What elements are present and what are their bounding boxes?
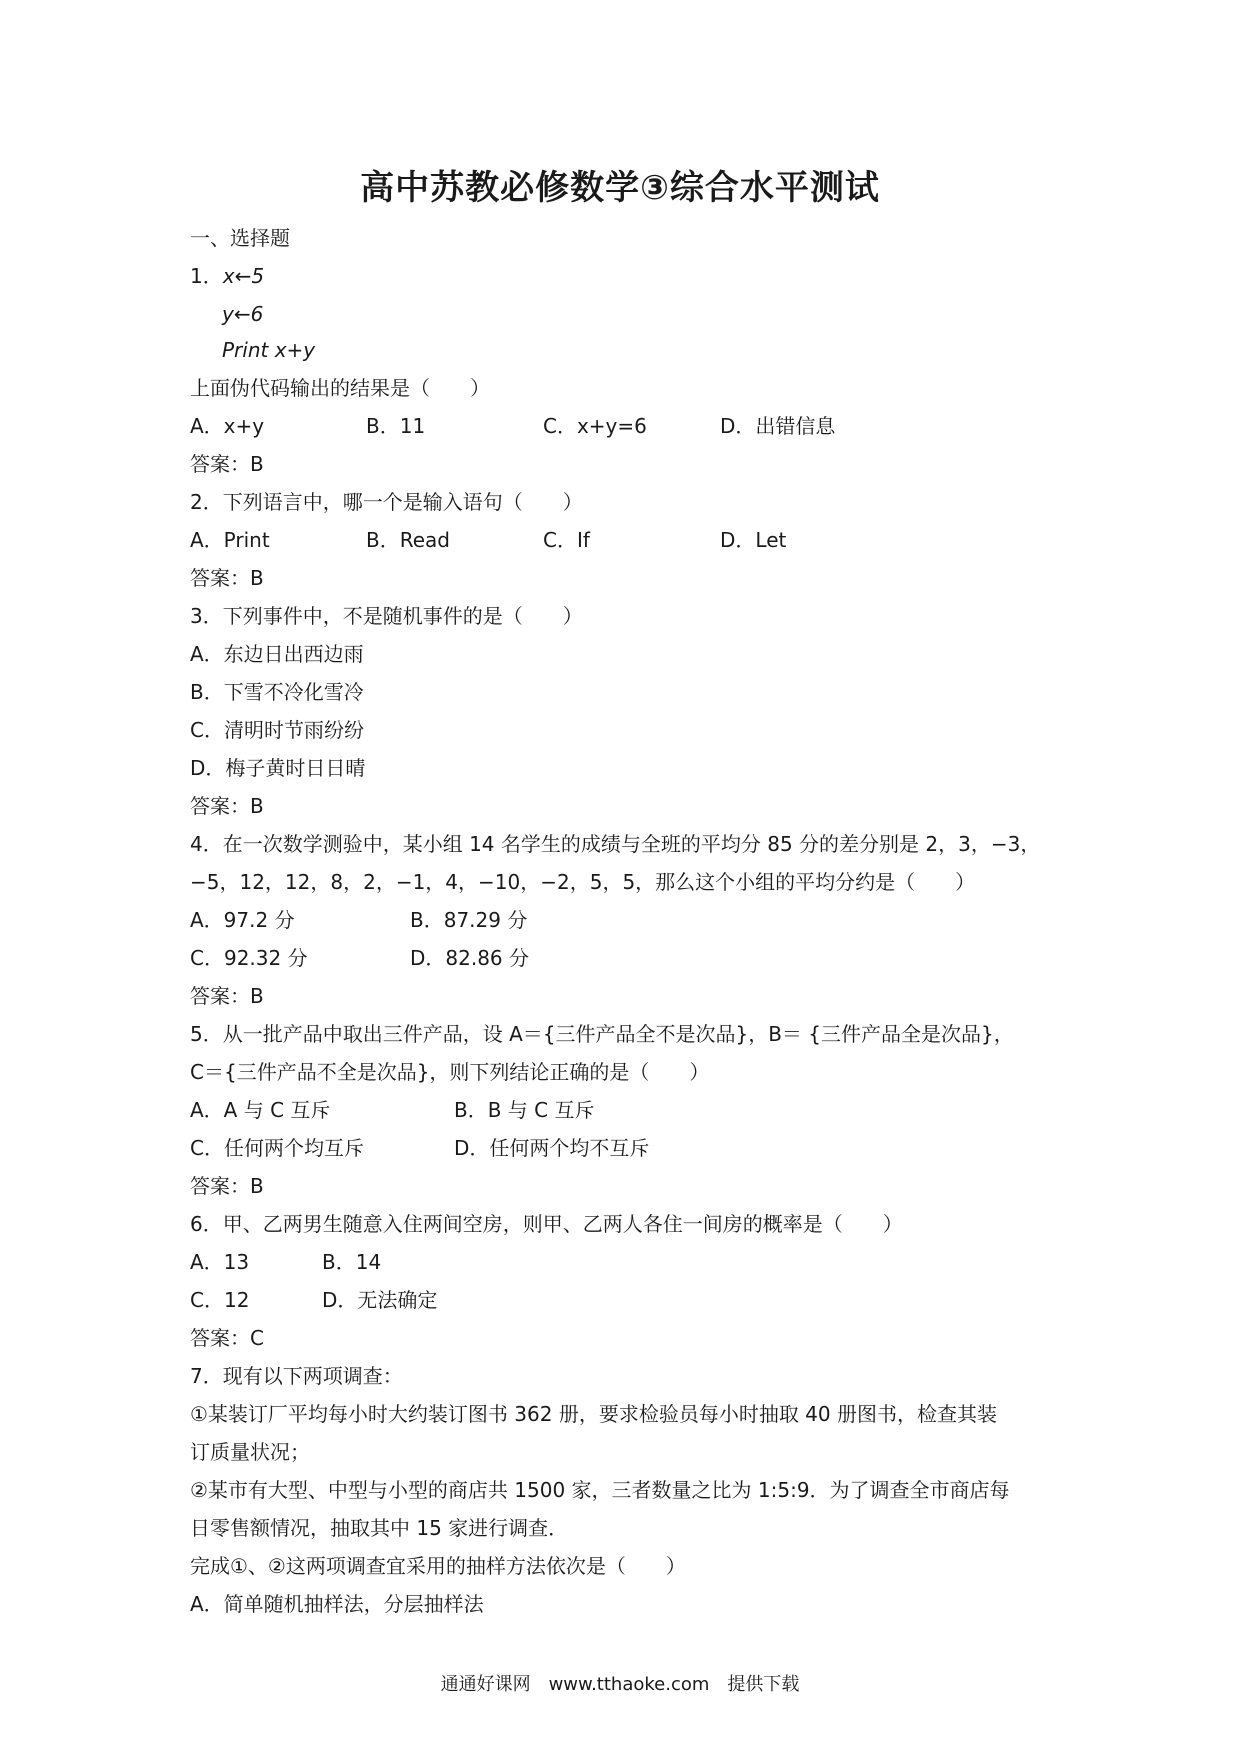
q1-code-line-3: Print x+y xyxy=(222,338,316,362)
q3-option-d: D．梅子黄时日日晴 xyxy=(190,756,366,780)
q5-option-c: C．任何两个均互斥 xyxy=(190,1136,364,1160)
q5-option-b: B．B 与 C 互斥 xyxy=(454,1098,595,1122)
q1-code-text: x←5 xyxy=(222,264,265,288)
q5-answer: 答案：B xyxy=(190,1174,264,1198)
q2-option-b: B．Read xyxy=(366,528,450,552)
q6-option-b: B．14 xyxy=(322,1250,382,1274)
q2-stem: 2．下列语言中，哪一个是输入语句（ ） xyxy=(190,490,583,514)
q7-line-5: 完成①、②这两项调查宜采用的抽样方法依次是（ ） xyxy=(190,1554,686,1578)
section-heading: 一、选择题 xyxy=(190,226,290,250)
q1-answer: 答案：B xyxy=(190,452,264,476)
q3-option-b: B．下雪不冷化雪冷 xyxy=(190,680,364,704)
q7-line-4: 日零售额情况，抽取其中 15 家进行调查． xyxy=(190,1516,569,1540)
q6-option-a: A．13 xyxy=(190,1250,250,1274)
q7-stem: 7．现有以下两项调查： xyxy=(190,1364,403,1388)
q1-stem: 上面伪代码输出的结果是（ ） xyxy=(190,376,490,400)
q3-answer: 答案：B xyxy=(190,794,264,818)
q3-option-c: C．清明时节雨纷纷 xyxy=(190,718,364,742)
q6-stem: 6．甲、乙两男生随意入住两间空房，则甲、乙两人各住一间房的概率是（ ） xyxy=(190,1212,903,1236)
q1-option-a: A．x+y xyxy=(190,414,265,438)
page-title: 高中苏教必修数学③综合水平测试 xyxy=(360,168,880,208)
q7-line-1: ①某装订厂平均每小时大约装订图书 362 册，要求检验员每小时抽取 40 册图书，检查其装 xyxy=(190,1402,997,1426)
q3-stem: 3．下列事件中，不是随机事件的是（ ） xyxy=(190,604,583,628)
q5-stem-line-2: C＝{三件产品不全是次品}，则下列结论正确的是（ ） xyxy=(190,1060,710,1084)
q6-answer: 答案：C xyxy=(190,1326,264,1350)
q5-option-a: A．A 与 C 互斥 xyxy=(190,1098,331,1122)
q7-option-a: A．简单随机抽样法，分层抽样法 xyxy=(190,1592,484,1616)
q6-option-d: D．无法确定 xyxy=(322,1288,438,1312)
q4-option-d: D．82.86 分 xyxy=(410,946,530,970)
q5-option-d: D．任何两个均不互斥 xyxy=(454,1136,650,1160)
q4-option-c: C．92.32 分 xyxy=(190,946,308,970)
q4-option-b: B．87.29 分 xyxy=(410,908,528,932)
q1-code-line-2: y←6 xyxy=(222,302,264,326)
q4-option-a: A．97.2 分 xyxy=(190,908,295,932)
q1-code-line-1 xyxy=(190,262,264,290)
q2-option-d: D．Let xyxy=(720,528,787,552)
q3-option-a: A．东边日出西边雨 xyxy=(190,642,364,666)
q7-line-3: ②某市有大型、中型与小型的商店共 1500 家，三者数量之比为 1:5:9．为了调查全市商店每 xyxy=(190,1478,1010,1502)
q2-answer: 答案：B xyxy=(190,566,264,590)
page-footer: 通通好课网 www.tthaoke.com 提供下载 xyxy=(440,1674,800,1695)
q1-number: 1． xyxy=(190,264,223,288)
q1-option-b: B．11 xyxy=(366,414,426,438)
q1-option-d: D．出错信息 xyxy=(720,414,836,438)
q2-option-a: A．Print xyxy=(190,528,270,552)
q5-stem-line-1: 5．从一批产品中取出三件产品，设 A＝{三件产品全不是次品}，B＝ {三件产品全是次品}， xyxy=(190,1022,1014,1046)
q4-answer: 答案：B xyxy=(190,984,264,1008)
q6-option-c: C．12 xyxy=(190,1288,250,1312)
q2-option-c: C．If xyxy=(543,528,590,552)
q7-line-2: 订质量状况； xyxy=(190,1440,310,1464)
q1-option-c: C．x+y=6 xyxy=(543,414,647,438)
q4-stem-line-2: −5，12，12，8，2，−1，4，−10，−2，5，5，那么这个小组的平均分约是（ ） xyxy=(190,870,976,894)
q4-stem-line-1: 4．在一次数学测验中，某小组 14 名学生的成绩与全班的平均分 85 分的差分别是 2，3，−3， xyxy=(190,832,1041,856)
